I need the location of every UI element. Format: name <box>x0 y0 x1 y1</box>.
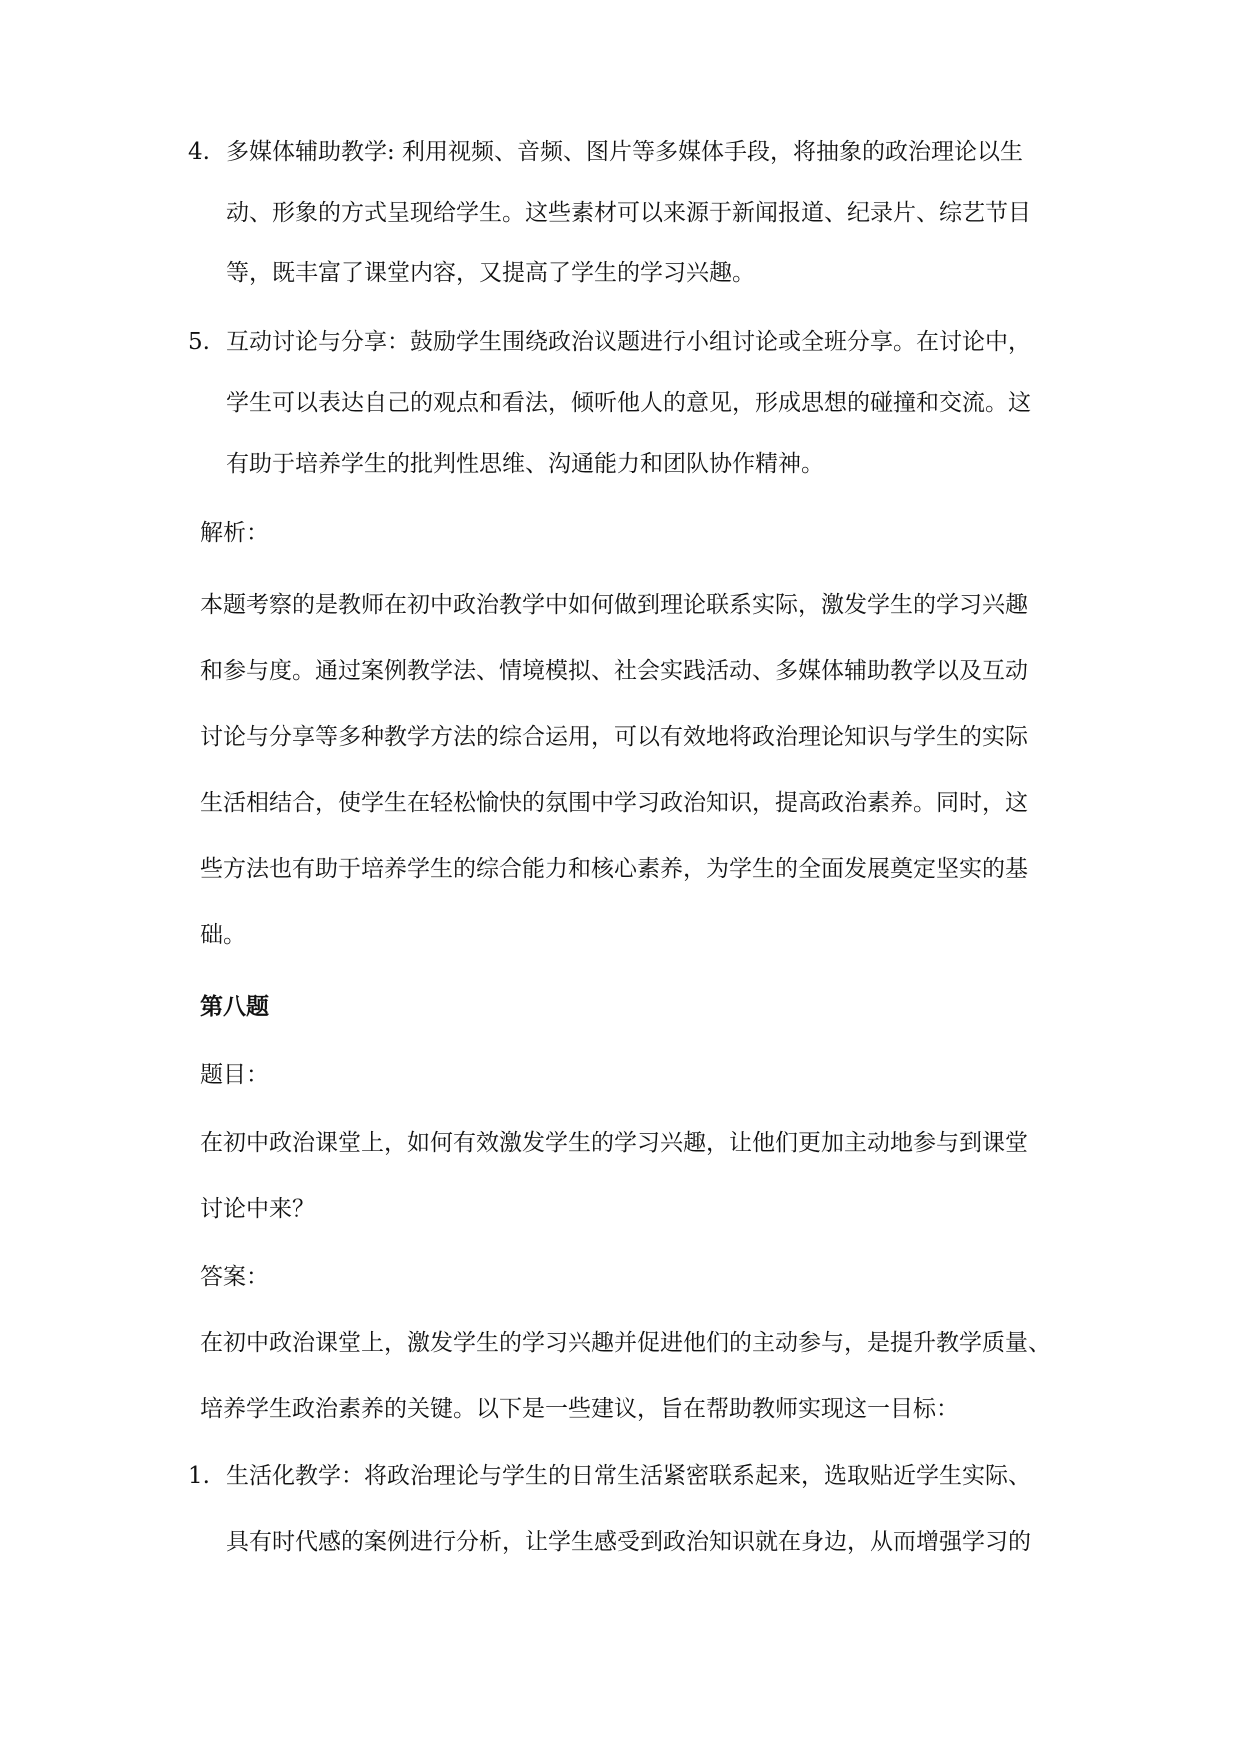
analysis-line: 础。 <box>200 922 246 948</box>
list-item-line: 互动讨论与分享：鼓励学生围绕政治议题进行小组讨论或全班分享。在讨论中， <box>226 329 1031 355</box>
section-heading: 第八题 <box>200 993 269 1020</box>
analysis-line: 讨论与分享等多种教学方法的综合运用，可以有效地将政治理论知识与学生的实际 <box>200 724 1028 750</box>
question-line: 讨论中来？ <box>200 1196 315 1222</box>
list-item-line: 学生可以表达自己的观点和看法，倾听他人的意见，形成思想的碰撞和交流。这 <box>226 390 1031 416</box>
list-number: 1. <box>188 1463 210 1489</box>
answer-line: 培养学生政治素养的关键。以下是一些建议，旨在帮助教师实现这一目标： <box>200 1396 959 1422</box>
analysis-line: 和参与度。通过案例教学法、情境模拟、社会实践活动、多媒体辅助教学以及互动 <box>200 658 1028 684</box>
question-line: 在初中政治课堂上，如何有效激发学生的学习兴趣，让他们更加主动地参与到课堂 <box>200 1130 1028 1156</box>
answer-label: 答案： <box>200 1264 269 1290</box>
list-item-line: 生活化教学：将政治理论与学生的日常生活紧密联系起来，选取贴近学生实际、 <box>226 1463 1031 1489</box>
list-item-line: 多媒体辅助教学: 利用视频、音频、图片等多媒体手段，将抽象的政治理论以生 <box>226 139 1024 165</box>
analysis-line: 些方法也有助于培养学生的综合能力和核心素养，为学生的全面发展奠定坚实的基 <box>200 856 1028 882</box>
list-item-line: 有助于培养学生的批判性思维、沟通能力和团队协作精神。 <box>226 451 824 477</box>
list-item-line: 具有时代感的案例进行分析，让学生感受到政治知识就在身边，从而增强学习的 <box>226 1529 1031 1555</box>
answer-line: 在初中政治课堂上，激发学生的学习兴趣并促进他们的主动参与，是提升教学质量、 <box>200 1330 1051 1356</box>
analysis-line: 生活相结合，使学生在轻松愉快的氛围中学习政治知识，提高政治素养。同时，这 <box>200 790 1028 816</box>
analysis-line: 本题考察的是教师在初中政治教学中如何做到理论联系实际，激发学生的学习兴趣 <box>200 592 1028 618</box>
list-item-line: 等，既丰富了课堂内容，又提高了学生的学习兴趣。 <box>226 260 755 286</box>
analysis-label: 解析： <box>200 520 269 546</box>
list-number: 4. <box>188 139 210 165</box>
list-item-line: 动、形象的方式呈现给学生。这些素材可以来源于新闻报道、纪录片、综艺节目 <box>226 200 1031 226</box>
question-label: 题目： <box>200 1062 269 1088</box>
list-number: 5. <box>188 329 210 355</box>
